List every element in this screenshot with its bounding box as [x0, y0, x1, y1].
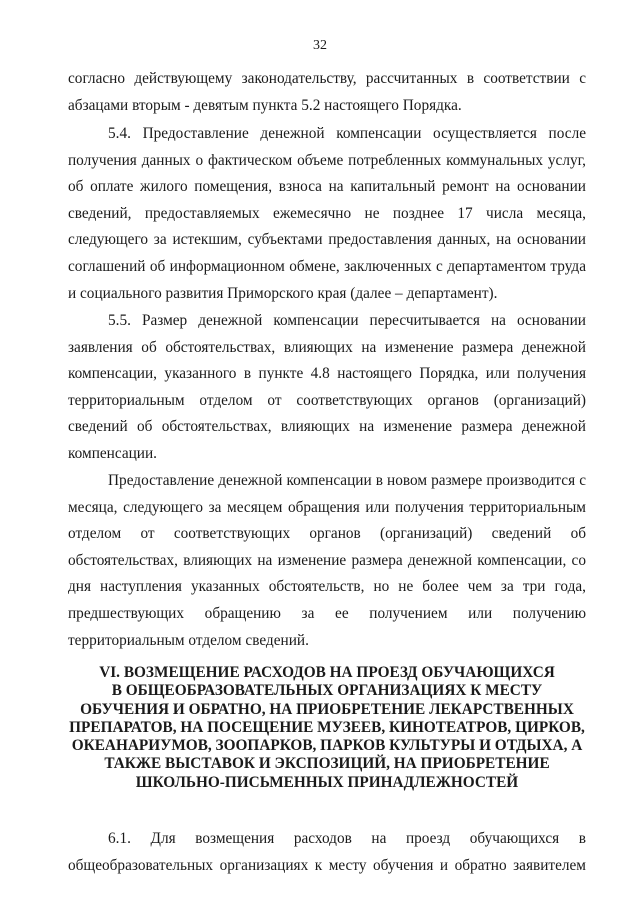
text-line: дня наступления указанных обстоятельств, но не более чем за три года, — [68, 578, 586, 596]
text-line: заявления об обстоятельствах, влияющих на изменение размера денежной — [68, 338, 586, 356]
paragraph-6-1 — [68, 826, 586, 879]
text-line: отделом от соответствующих органов (организаций) сведений об — [68, 525, 586, 543]
text-line: обстоятельствах, влияющих на изменение размера денежной компенсации, со — [68, 551, 586, 569]
paragraph-recalculation — [68, 468, 586, 654]
text-line: общеобразовательных организациях к месту обучения и обратно заявителем — [68, 856, 586, 874]
section-heading — [60, 664, 594, 792]
text-line: соглашений об информационном обмене, заключенных с департаментом труда — [68, 257, 586, 275]
heading-line: ОБУЧЕНИЯ И ОБРАТНО, НА ПРИОБРЕТЕНИЕ ЛЕКАРСТВЕННЫХ — [80, 700, 574, 718]
text-line: об оплате жилого помещения, взноса на капитальный ремонт на основании — [68, 178, 586, 196]
text-line: получения данных о фактическом объеме потребленных коммунальных услуг, — [68, 151, 586, 169]
text-line: и социального развития Приморского края (далее – департамент). — [68, 284, 498, 302]
text-line: предшествующих обращению за ее получением или получению — [68, 604, 586, 622]
text-line: 5.4. Предоставление денежной компенсации осуществляется после — [108, 125, 586, 142]
heading-line: ПРЕПАРАТОВ, НА ПОСЕЩЕНИЕ МУЗЕЕВ, КИНОТЕАТРОВ, ЦИРКОВ, — [69, 718, 585, 736]
text-line: следующего за истекшим, субъектами предоставления данных, на основании — [68, 231, 586, 249]
text-line: согласно действующему законодательству, рассчитанных в соответствии с — [68, 70, 586, 87]
text-line: территориальным отделом от соответствующих органов (организаций) — [68, 391, 586, 409]
paragraph-continuation — [68, 66, 586, 119]
text-line: сведений об обстоятельствах, влияющих на изменение размера денежной — [68, 418, 586, 436]
text-line: сведений, предоставляемых ежемесячно не позднее 17 числа месяца, — [68, 204, 586, 222]
heading-line: В ОБЩЕОБРАЗОВАТЕЛЬНЫХ ОРГАНИЗАЦИЯХ К МЕСТУ — [111, 682, 543, 700]
text-line: абзацами вторым - девятым пункта 5.2 настоящего Порядка. — [68, 96, 462, 114]
text-line: Предоставление денежной компенсации в новом размере производится с — [108, 472, 586, 489]
text-line: компенсации, указанного в пункте 4.8 настоящего Порядка, или получения — [68, 365, 586, 383]
text-line: 5.5. Размер денежной компенсации пересчитывается на основании — [108, 312, 586, 329]
text-line: 6.1. Для возмещения расходов на проезд обучающихся в — [108, 830, 586, 847]
text-line: месяца, следующего за месяцем обращения или получения территориальным — [68, 498, 586, 516]
text-line: компенсации. — [68, 444, 158, 462]
page-number: 32 — [313, 38, 327, 53]
heading-line: VI. ВОЗМЕЩЕНИЕ РАСХОДОВ НА ПРОЕЗД ОБУЧАЮЩИХСЯ — [99, 664, 555, 681]
heading-line: ТАКЖЕ ВЫСТАВОК И ЭКСПОЗИЦИЙ, НА ПРИОБРЕТЕНИЕ — [104, 755, 550, 773]
heading-line: ШКОЛЬНО-ПИСЬМЕННЫХ ПРИНАДЛЕЖНОСТЕЙ — [135, 773, 519, 791]
text-line: территориальным отделом сведений. — [68, 631, 309, 649]
paragraph-5-5 — [68, 308, 586, 468]
paragraph-5-4 — [68, 121, 586, 307]
heading-line: ОКЕАНАРИУМОВ, ЗООПАРКОВ, ПАРКОВ КУЛЬТУРЫ И ОТДЫХА, А — [71, 737, 583, 755]
